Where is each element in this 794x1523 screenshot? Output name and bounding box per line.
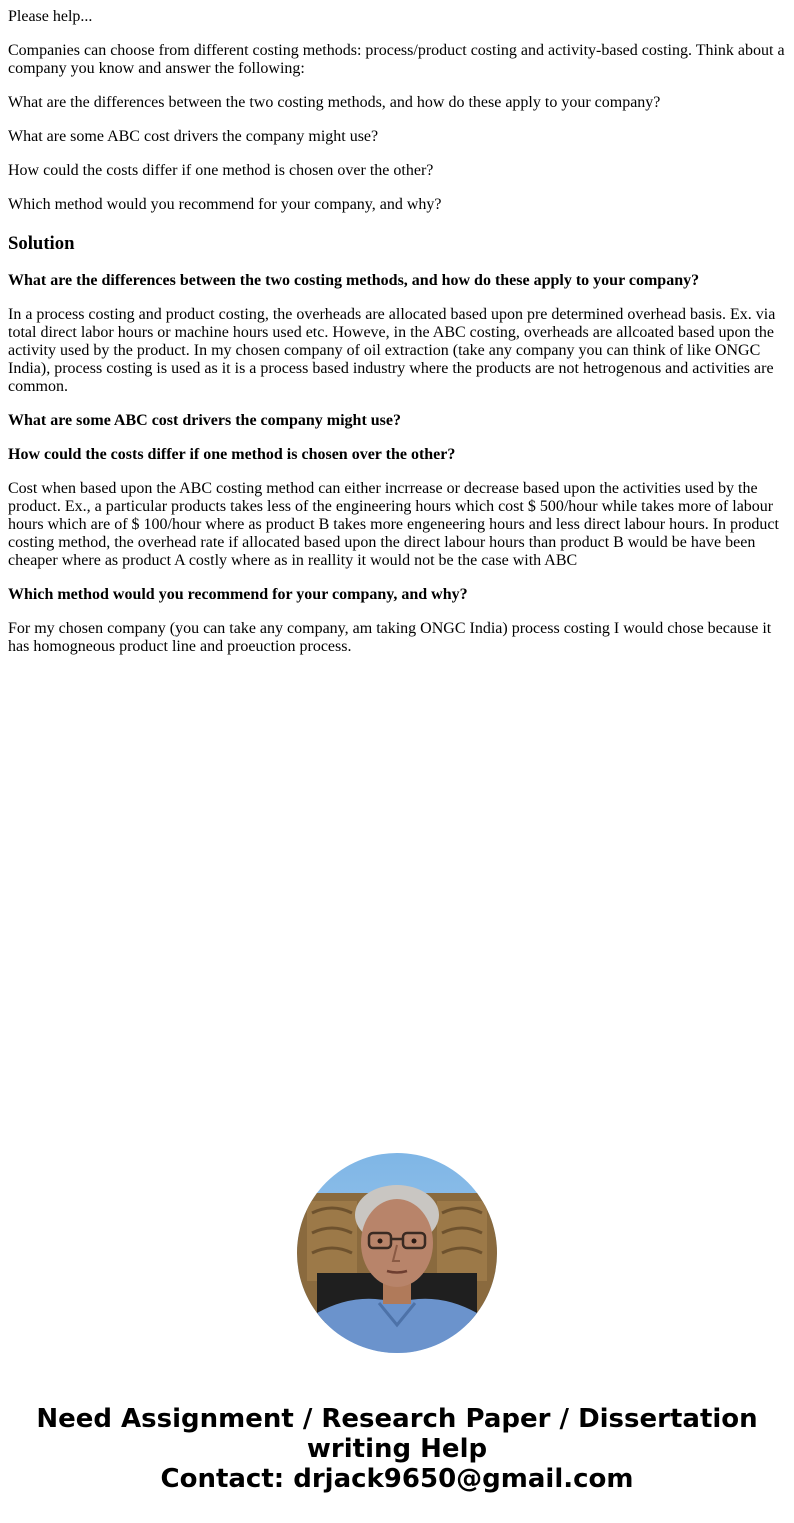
author-avatar: [297, 1153, 497, 1353]
promo-banner: [0, 1404, 794, 1494]
promo-contact[interactable]: Contact: drjack9650@gmail.com: [160, 1464, 634, 1494]
question-item-4: Which method would you recommend for your company, and why?: [8, 196, 442, 213]
question-item-3: How could the costs differ if one method is chosen over the other?: [8, 162, 434, 179]
question-item-1: What are the differences between the two costing methods, and how do these apply to your company?: [8, 94, 661, 111]
solution-q1-answer: In a process costing and product costing, the overheads are allocated based upon pre determined overhead basis. Ex. via total direct labor hours or machine hours used etc. Howeve, in the ABC costing, overheads are allcoated based upon the activity used by the product. In my chosen company of oil extraction (take any company you can think of like ONGC India), process costing is used as it is a process based industry where the products are not hetrogenous and activities are common.: [8, 306, 776, 395]
solution-q1-heading: What are the differences between the two costing methods, and how do these apply to your company?: [8, 272, 700, 289]
person-photo-avatar-icon: [297, 1153, 497, 1353]
solution-q3-answer: Cost when based upon the ABC costing method can either incrrease or decrease based upon the activities used by the product. Ex., a particular products takes less of the engineering hours which cost $ 500/hour while takes more of labour hours which are of $ 100/hour where as product B takes more engeneering hours and less direct labour hours. In product costing method, the overhead rate if allocated based upon the direct labour hours than product B would be have been cheaper where as product A costly where as in reallity it would not be the case with ABC: [8, 480, 779, 569]
document-content: [8, 8, 786, 672]
question-prompt: Companies can choose from different costing methods: process/product costing and activity-based costing. Think about a company you know and answer the following:: [8, 42, 785, 77]
promo-line-1: Need Assignment / Research Paper / Dissertation: [36, 1404, 758, 1434]
question-item-2: What are some ABC cost drivers the company might use?: [8, 128, 379, 145]
solution-q3-heading: How could the costs differ if one method is chosen over the other?: [8, 446, 456, 463]
solution-q2-heading: What are some ABC cost drivers the company might use?: [8, 412, 402, 429]
promo-line-2: writing Help: [306, 1434, 488, 1464]
solution-q4-answer: For my chosen company (you can take any company, am taking ONGC India) process costing I would chose because it has homogneous product line and proeuction process.: [8, 620, 772, 655]
question-intro: Please help...: [8, 8, 93, 25]
solution-heading: Solution: [8, 233, 75, 254]
solution-q4-heading: Which method would you recommend for your company, and why?: [8, 586, 468, 603]
